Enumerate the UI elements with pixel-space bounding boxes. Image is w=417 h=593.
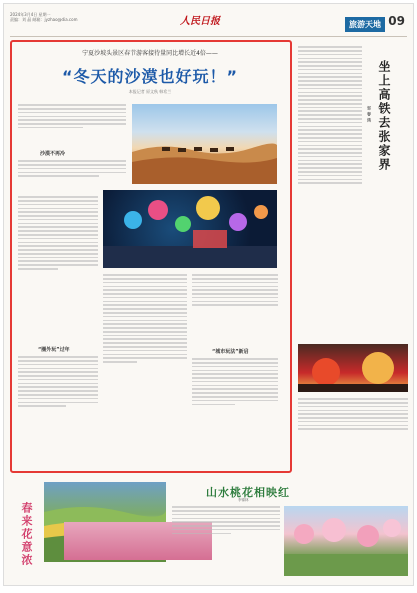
body-text-block [103, 272, 187, 464]
peach-orchard-photo [284, 506, 408, 576]
lantern-display-icon [103, 190, 277, 268]
newspaper-logo: 人民日报 [180, 16, 220, 27]
newspaper-page [4, 4, 413, 585]
bottom-feature-title: 山水桃花相映红 [206, 486, 290, 499]
desert-camel-photo [132, 104, 277, 184]
masthead-date-line [10, 12, 77, 22]
body-text-block [18, 194, 98, 344]
lantern-festival-photo [103, 190, 277, 268]
body-text-block [298, 44, 362, 340]
body-text-block [18, 354, 98, 466]
editor-line: 责编：刘 晶 邮箱：jyzhao@dia.com [10, 17, 78, 22]
body-text-block [172, 504, 280, 566]
blossom-river-icon [284, 506, 408, 576]
page-number: 09 [388, 14, 405, 28]
body-text-block [18, 158, 126, 192]
masthead [10, 10, 407, 37]
lead-kicker: 宁夏沙坡头景区春节游客接待量同比增长近4倍—— [82, 50, 218, 57]
lead-byline: 本报记者 原文秋 韩希兰 [128, 89, 172, 94]
subhead-3: “城市玩法”新启 [212, 349, 249, 355]
body-text-block [192, 272, 278, 344]
camel-caravan-icon [132, 104, 277, 184]
body-text-block [298, 396, 408, 470]
lion-dance-photo [298, 344, 408, 392]
subhead-2: “圈外玩”过年 [38, 347, 70, 353]
body-text-block [18, 102, 126, 148]
lion-dance-icon [298, 344, 408, 392]
section-label: 旅游天地 [345, 17, 385, 32]
subhead-1: 沙漠不再冷 [40, 151, 66, 157]
lead-headline: “冬天的沙漠也好玩！” [61, 67, 239, 86]
bottom-feature-author: 李锦林 [238, 498, 249, 502]
date-line: 2024年3月4日 星期一 [10, 12, 51, 17]
body-text-block [192, 356, 278, 466]
right-article-author: 邹春鸿 [367, 106, 372, 124]
bottom-vertical-title: 春来花意浓 [20, 502, 33, 567]
right-article-title: 坐上高铁去张家界 [377, 60, 391, 172]
